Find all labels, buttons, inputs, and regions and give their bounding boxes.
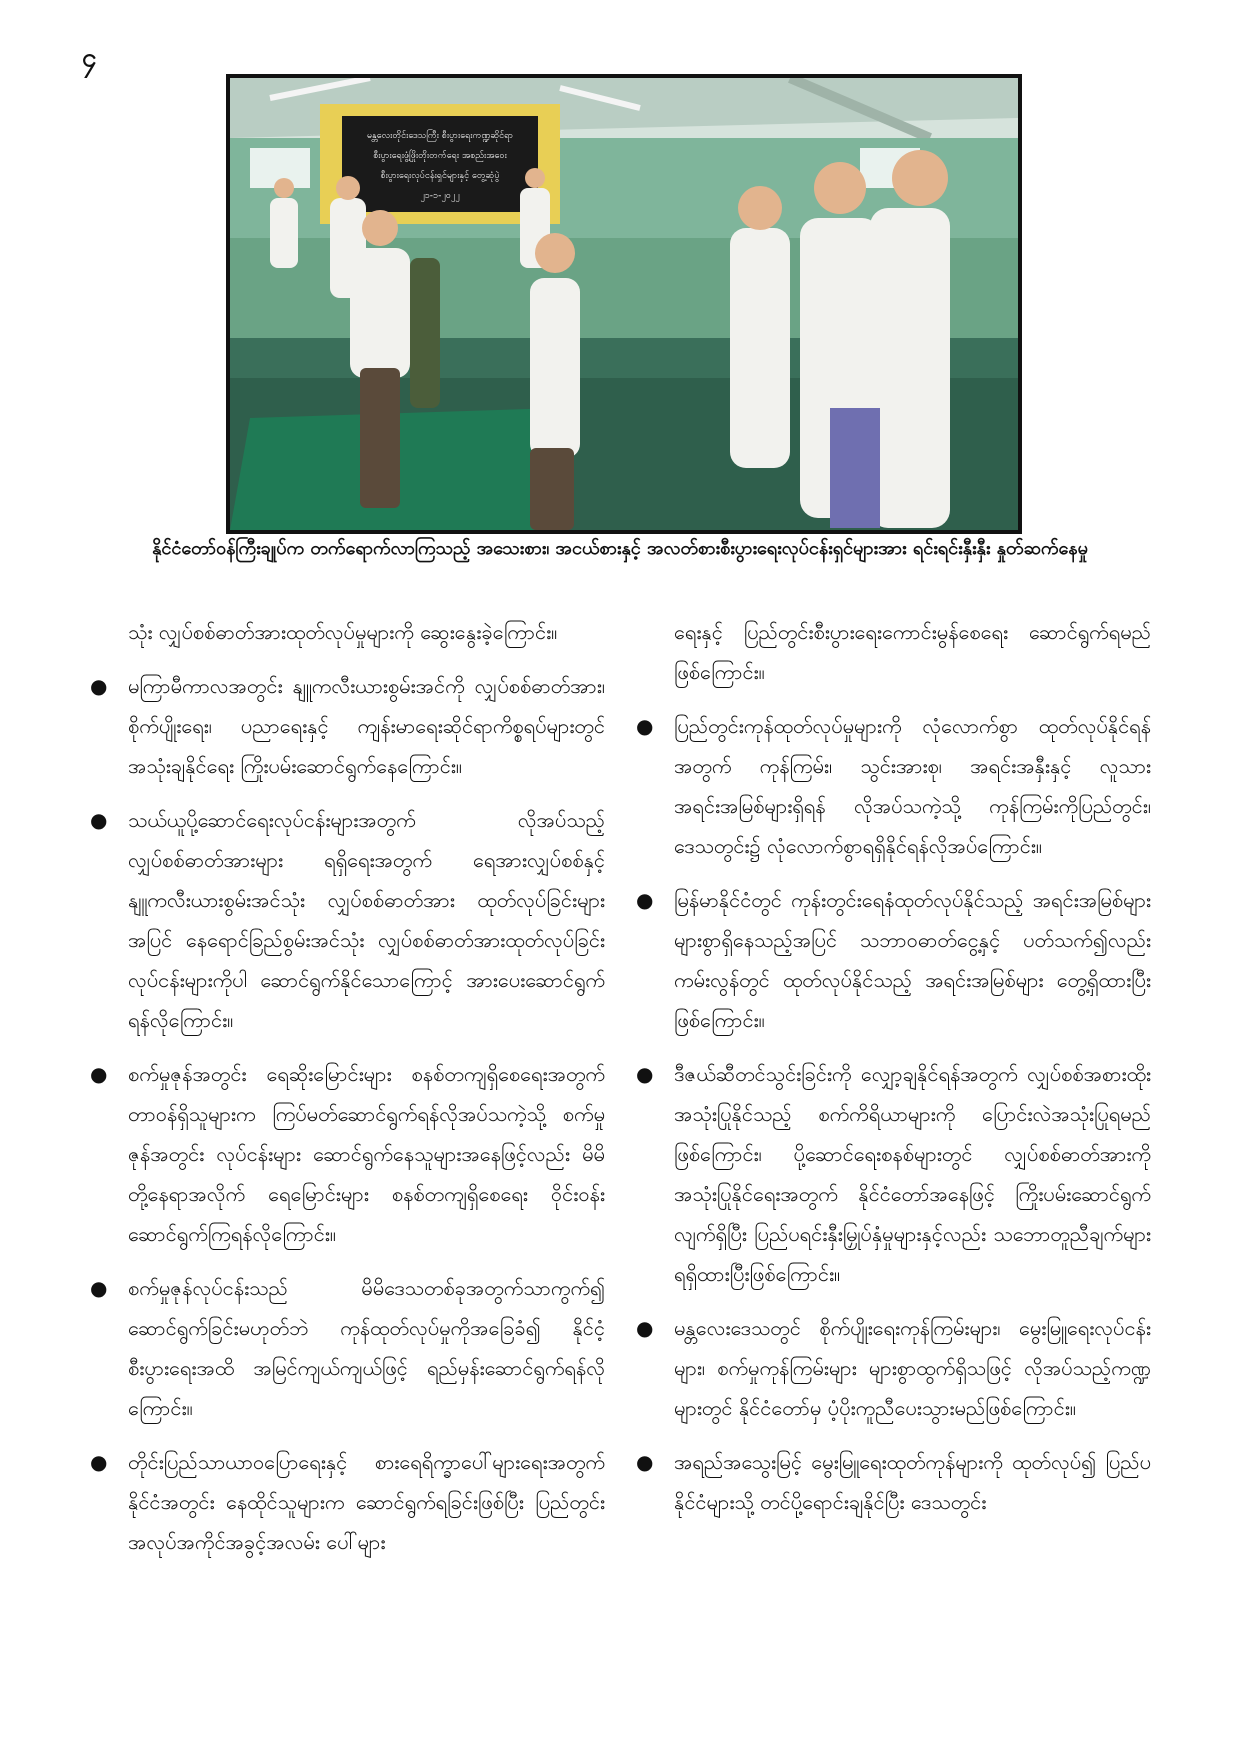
bullet-dot-icon: ● <box>90 1450 108 1474</box>
bullet-text: မန္တလေးဒေသတွင် စိုက်ပျိုးရေးကုန်ကြမ်းများ၊ မွေးမြူရေးလုပ်ငန်းများ၊ စက်မှုကုန်ကြမ်းများ များစွာထွက်ရှိသဖြင့် လိုအပ်သည့်ကဏ္ဍများတွင် နိုင်ငံတော်မှ ပံ့ပိုးကူညီပေးသွားမည်ဖြစ်ကြောင်း။ <box>674 1316 1151 1420</box>
banner-line: စီးပွားရေးဖွံ့ဖြိုးတိုးတက်ရေး အစည်းအဝေး <box>373 151 507 161</box>
photo-caption: နိုင်ငံတော်ဝန်ကြီးချုပ်က တက်ရောက်လာကြသည့် အသေးစား၊ အငယ်စားနှင့် အလတ်စားစီးပွားရေးလုပ်ငန်းရှင်များအား ရင်းရင်းနှီးနှီး နှုတ်ဆက်နေမှု <box>152 538 1088 559</box>
bullet-dot-icon: ● <box>90 1062 108 1086</box>
bullet-item <box>636 1308 1151 1428</box>
bullet-text: တိုင်းပြည်သာယာဝပြောရေးနှင့် စားရေရိက္ခာပေါ်များရေးအတွက် နိုင်ငံအတွင်း နေထိုင်သူများက ဆောင်ရွက်ရခြင်းဖြစ်ပြီး ပြည်တွင်းအလုပ်အကိုင်အခွင့်အလမ်း ပေါ်များ <box>128 1450 605 1554</box>
bullet-text: ပြည်တွင်းကုန်ထုတ်လုပ်မှုများကို လုံလောက်စွာ ထုတ်လုပ်နိုင်ရန်အတွက် ကုန်ကြမ်း၊ သွင်းအားစု၊ အရင်းအနှီးနှင့် လူသားအရင်းအမြစ်များရှိရန် လိုအပ်သကဲ့သို့ ကုန်ကြမ်းကိုပြည်တွင်း၊ ဒေသတွင်း၌ လုံလောက်စွာရရှိနိုင်ရန်လိုအပ်ကြောင်း။ <box>674 714 1151 858</box>
bullet-dot-icon: ● <box>636 888 654 912</box>
bullet-item <box>636 1442 1151 1522</box>
bullet-item <box>636 1054 1151 1294</box>
bullet-item <box>90 1054 605 1254</box>
page-number: ၄ <box>82 43 97 73</box>
bullet-item <box>636 880 1151 1040</box>
left-column <box>90 612 605 1576</box>
bullet-dot-icon: ● <box>90 808 108 832</box>
bullet-item <box>636 706 1151 866</box>
continued-paragraph: ရေးနှင့် ပြည်တွင်းစီးပွားရေးကောင်းမွန်စေရေး ဆောင်ရွက်ရမည်ဖြစ်ကြောင်း။ <box>674 620 1151 684</box>
bullet-text: အရည်အသွေးမြင့် မွေးမြူရေးထုတ်ကုန်များကို ထုတ်လုပ်၍ ပြည်ပနိုင်ငံများသို့ တင်ပို့ရောင်းချနိုင်ပြီး ဒေသတွင်း <box>674 1450 1151 1514</box>
bullet-text: စက်မှုဇုန်လုပ်ငန်းသည် မိမိဒေသတစ်ခုအတွက်သာကွက်၍ ဆောင်ရွက်ခြင်းမဟုတ်ဘဲ ကုန်ထုတ်လုပ်မှုကိုအခြေခံ၍ နိုင်ငံ့စီးပွားရေးအထိ အမြင်ကျယ်ကျယ်ဖြင့် ရည်မှန်းဆောင်ရွက်ရန်လိုကြောင်း။ <box>128 1276 605 1420</box>
bullet-dot-icon: ● <box>636 714 654 738</box>
banner-date: ၂၁-၁-၂၀၂၂ <box>420 191 460 201</box>
bullet-text: မြန်မာနိုင်ငံတွင် ကုန်းတွင်းရေနံထုတ်လုပ်နိုင်သည့် အရင်းအမြစ်များ များစွာရှိနေသည့်အပြင် သဘာဝဓာတ်ငွေ့နှင့် ပတ်သက်၍လည်း ကမ်းလွန်တွင် ထုတ်လုပ်နိုင်သည့် အရင်းအမြစ်များ တွေ့ရှိထားပြီးဖြစ်ကြောင်း။ <box>674 888 1151 1032</box>
bullet-dot-icon: ● <box>90 1276 108 1300</box>
right-column <box>636 612 1151 1536</box>
continued-paragraph: သုံး လျှပ်စစ်ဓာတ်အားထုတ်လုပ်မှုများကို ဆွေးနွေးခဲ့ကြောင်း။ <box>128 620 558 644</box>
bullet-text: ဒီဇယ်ဆီတင်သွင်းခြင်းကို လျှော့ချနိုင်ရန်အတွက် လျှပ်စစ်အစားထိုး အသုံးပြုနိုင်သည့် စက်ကိရိယာများကို ပြောင်းလဲအသုံးပြုရမည်ဖြစ်ကြောင်း၊ ပို့ဆောင်ရေးစနစ်များတွင် လျှပ်စစ်ဓာတ်အားကို အသုံးပြုနိုင်ရေးအတွက် နိုင်ငံတော်အနေဖြင့် ကြိုးပမ်းဆောင်ရွက်လျက်ရှိပြီး ပြည်ပရင်းနှီးမြှုပ်နှံမှုများနှင့်လည်း သဘောတူညီချက်များ ရရှိထားပြီးဖြစ်ကြောင်း။ <box>674 1062 1151 1286</box>
bullet-item <box>90 666 605 786</box>
news-photo <box>226 74 1022 534</box>
banner-line: မန္တလေးတိုင်းဒေသကြီး စီးပွားရေးကဏ္ဍဆိုင်ရာ <box>366 131 514 141</box>
bullet-dot-icon: ● <box>636 1062 654 1086</box>
bullet-item <box>90 800 605 1040</box>
bullet-text: စက်မှုဇုန်အတွင်း ရေဆိုးမြောင်းများ စနစ်တကျရှိစေရေးအတွက် တာဝန်ရှိသူများက ကြပ်မတ်ဆောင်ရွက်ရန်လိုအပ်သကဲ့သို့ စက်မှုဇုန်အတွင်း လုပ်ငန်းများ ဆောင်ရွက်နေသူများအနေဖြင့်လည်း မိမိတို့နေရာအလိုက် ရေမြောင်းများ စနစ်တကျရှိစေရေး ဝိုင်းဝန်းဆောင်ရွက်ကြရန်လိုကြောင်း။ <box>128 1062 605 1246</box>
photo-illustration <box>230 78 1018 530</box>
banner-line: စီးပွားရေးလုပ်ငန်းရှင်များနှင့် တွေ့ဆုံပွဲ <box>380 171 500 181</box>
bullet-text: သယ်ယူပို့ဆောင်ရေးလုပ်ငန်းများအတွက် လိုအပ်သည့် လျှပ်စစ်ဓာတ်အားများ ရရှိရေးအတွက် ရေအားလျှပ်စစ်နှင့် နျူကလီးယားစွမ်းအင်သုံး လျှပ်စစ်ဓာတ်အား ထုတ်လုပ်ခြင်းများအပြင် နေရောင်ခြည်စွမ်းအင်သုံး လျှပ်စစ်ဓာတ်အားထုတ်လုပ်ခြင်းလုပ်ငန်းများကိုပါ ဆောင်ရွက်နိုင်သောကြောင့် အားပေးဆောင်ရွက်ရန်လိုကြောင်း။ <box>128 808 605 1032</box>
bullet-dot-icon: ● <box>636 1316 654 1340</box>
bullet-dot-icon: ● <box>636 1450 654 1474</box>
bullet-dot-icon: ● <box>90 674 108 698</box>
bullet-text: မကြာမီကာလအတွင်း နျူကလီးယားစွမ်းအင်ကို လျှပ်စစ်ဓာတ်အား၊ စိုက်ပျိုးရေး၊ ပညာရေးနှင့် ကျန်းမာရေးဆိုင်ရာကိစ္စရပ်များတွင် အသုံးချနိုင်ရေး ကြိုးပမ်းဆောင်ရွက်နေကြောင်း။ <box>128 674 605 778</box>
bullet-item <box>90 1268 605 1428</box>
bullet-item <box>90 1442 605 1562</box>
